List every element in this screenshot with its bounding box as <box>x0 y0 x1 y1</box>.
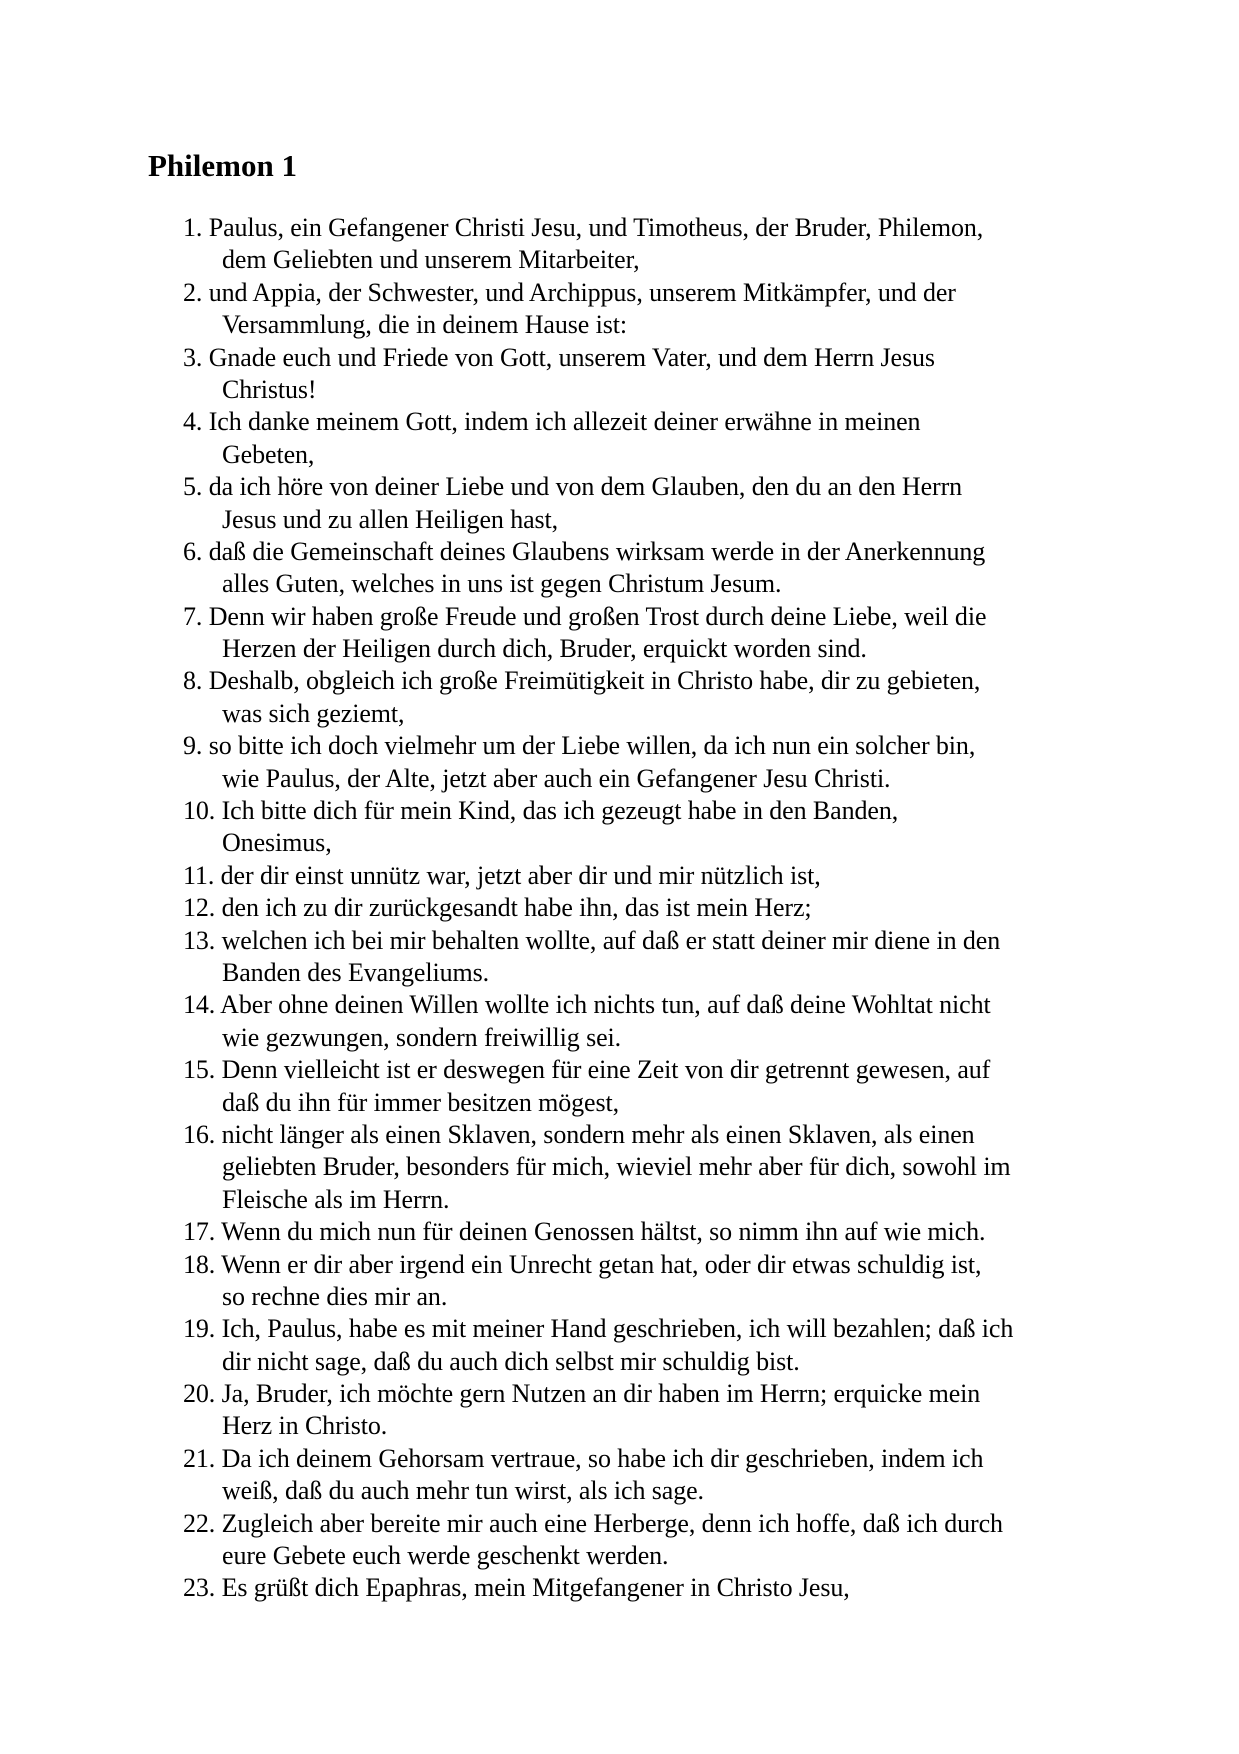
document-title: Philemon 1 <box>148 148 297 183</box>
verse-item <box>183 212 1183 277</box>
verse-continuation-line <box>183 1087 1183 1119</box>
verse-text: Christus! <box>222 374 317 404</box>
verse-text: so bitte ich doch vielmehr um der Liebe willen, da ich nun ein solcher bin, <box>208 731 976 761</box>
verse-continuation-line <box>183 1346 1183 1378</box>
verse-first-line <box>183 1054 1183 1086</box>
verse-text: eure Gebete euch werde geschenkt werden. <box>222 1541 669 1571</box>
verse-number: 19. <box>183 1314 216 1344</box>
verse-text: alles Guten, welches in uns ist gegen Christum Jesum. <box>222 569 782 599</box>
verse-item <box>183 730 1183 795</box>
verse-first-line <box>183 1443 1183 1475</box>
verse-first-line <box>183 860 1183 892</box>
verse-number: 1. <box>183 213 203 242</box>
verse-first-line <box>183 342 1183 374</box>
verse-first-line <box>183 406 1183 438</box>
verse-first-line <box>183 665 1183 697</box>
verse-text: dir nicht sage, daß du auch dich selbst mir schuldig bist. <box>222 1346 800 1376</box>
verse-item <box>183 665 1183 730</box>
verse-number: 7. <box>183 601 203 631</box>
verse-number: 17. <box>183 1217 216 1247</box>
verse-first-line <box>183 601 1183 633</box>
verse-item <box>183 1119 1183 1216</box>
verse-first-line <box>183 1313 1183 1345</box>
verse-item <box>183 342 1183 407</box>
verse-item <box>183 795 1183 860</box>
verse-item <box>183 1313 1183 1378</box>
verse-continuation-line <box>183 1184 1183 1216</box>
verse-text: Versammlung, die in deinem Hause ist: <box>222 310 628 340</box>
verse-continuation-line <box>183 374 1183 406</box>
verse-text: dem Geliebten und unserem Mitarbeiter, <box>222 245 640 275</box>
verse-item <box>183 892 1183 924</box>
verse-item <box>183 1378 1183 1443</box>
verse-text: den ich zu dir zurückgesandt habe ihn, das ist mein Herz; <box>221 893 812 923</box>
verse-text: daß die Gemeinschaft deines Glaubens wirksam werde in der Anerkennung <box>208 536 986 566</box>
verse-text: Wenn er dir aber irgend ein Unrecht getan hat, oder dir etwas schuldig ist, <box>221 1249 982 1279</box>
verse-first-line <box>183 989 1183 1021</box>
verse-first-line <box>183 471 1183 503</box>
verse-text: da ich höre von deiner Liebe und von dem Glauben, den du an den Herrn <box>208 472 963 502</box>
verse-text: Gnade euch und Friede von Gott, unserem Vater, und dem Herrn Jesus <box>208 342 935 372</box>
verse-item <box>183 536 1183 601</box>
verse-text: Herz in Christo. <box>222 1411 388 1441</box>
verse-continuation-line <box>183 439 1183 471</box>
verse-continuation-line <box>183 1410 1183 1442</box>
verse-text: Ich bitte dich für mein Kind, das ich gezeugt habe in den Banden, <box>221 796 899 826</box>
verse-item <box>183 471 1183 536</box>
verse-first-line <box>183 1572 1183 1604</box>
verse-text: daß du ihn für immer besitzen mögest, <box>222 1087 620 1117</box>
verse-text: Aber ohne deinen Willen wollte ich nichts tun, auf daß deine Wohltat nicht <box>220 990 991 1020</box>
verse-continuation-line <box>183 568 1183 600</box>
verse-continuation-line <box>183 1022 1183 1054</box>
verse-number: 12. <box>183 893 216 923</box>
verse-first-line <box>183 1508 1183 1540</box>
verse-number: 16. <box>183 1119 216 1149</box>
verse-number: 3. <box>183 342 203 372</box>
verse-number: 21. <box>183 1443 216 1473</box>
verse-text: wie gezwungen, sondern freiwillig sei. <box>222 1022 622 1052</box>
verse-first-line <box>183 212 1183 244</box>
verse-item <box>183 277 1183 342</box>
verse-text: wie Paulus, der Alte, jetzt aber auch ein Gefangener Jesu Christi. <box>222 763 891 793</box>
verse-text: welchen ich bei mir behalten wollte, auf daß er statt deiner mir diene in den <box>221 925 1001 955</box>
verse-number: 15. <box>183 1055 216 1085</box>
verse-text: geliebten Bruder, besonders für mich, wieviel mehr aber für dich, sowohl im <box>222 1152 1011 1182</box>
verse-text: Paulus, ein Gefangener Christi Jesu, und Timotheus, der Bruder, Philemon, <box>208 213 984 242</box>
verse-number: 14. <box>183 990 216 1020</box>
verse-text: Banden des Evangeliums. <box>222 957 490 987</box>
verse-text: Herzen der Heiligen durch dich, Bruder, erquickt worden sind. <box>222 634 867 664</box>
verse-item <box>183 1054 1183 1119</box>
verse-first-line <box>183 730 1183 762</box>
verse-number: 18. <box>183 1249 216 1279</box>
verse-continuation-line <box>183 957 1183 989</box>
verse-number: 13. <box>183 925 216 955</box>
verse-text: was sich geziemt, <box>222 698 405 728</box>
verse-first-line <box>183 1249 1183 1281</box>
verse-continuation-line <box>183 827 1183 859</box>
verse-item <box>183 1216 1183 1248</box>
verse-number: 9. <box>183 731 203 761</box>
verse-continuation-line <box>183 1281 1183 1313</box>
verse-number: 23. <box>183 1573 216 1603</box>
verse-text: Onesimus, <box>222 828 332 858</box>
verse-number: 8. <box>183 666 203 696</box>
verse-first-line <box>183 1119 1183 1151</box>
verse-number: 6. <box>183 536 203 566</box>
verse-item <box>183 1443 1183 1508</box>
verse-item <box>183 601 1183 666</box>
verse-text: Denn vielleicht ist er deswegen für eine Zeit von dir getrennt gewesen, auf <box>221 1055 991 1085</box>
verse-text: Zugleich aber bereite mir auch eine Herberge, denn ich hoffe, daß ich durch <box>221 1508 1003 1538</box>
verse-continuation-line <box>183 1151 1183 1183</box>
verse-text: Ich danke meinem Gott, indem ich allezeit deiner erwähne in meinen <box>208 407 921 437</box>
verse-text: Gebeten, <box>222 439 315 469</box>
verse-continuation-line <box>183 1475 1183 1507</box>
verse-text: Da ich deinem Gehorsam vertraue, so habe ich dir geschrieben, indem ich <box>221 1443 984 1473</box>
verse-text: Ja, Bruder, ich möchte gern Nutzen an dir haben im Herrn; erquicke mein <box>221 1379 981 1409</box>
verse-continuation-line <box>183 1540 1183 1572</box>
verse-first-line <box>183 277 1183 309</box>
verse-continuation-line <box>183 763 1183 795</box>
verse-text: weiß, daß du auch mehr tun wirst, als ich sage. <box>222 1476 704 1506</box>
verse-text: nicht länger als einen Sklaven, sondern mehr als einen Sklaven, als einen <box>221 1119 975 1149</box>
verse-continuation-line <box>183 309 1183 341</box>
verse-item <box>183 1572 1183 1604</box>
verse-item <box>183 406 1183 471</box>
verse-text: Ich, Paulus, habe es mit meiner Hand geschrieben, ich will bezahlen; daß ich <box>221 1314 1014 1344</box>
verse-first-line <box>183 1216 1183 1248</box>
verse-list <box>183 212 1183 1605</box>
verse-first-line <box>183 795 1183 827</box>
verse-text: so rechne dies mir an. <box>222 1281 448 1311</box>
verse-number: 5. <box>183 472 203 502</box>
verse-continuation-line <box>183 244 1183 276</box>
verse-item <box>183 925 1183 990</box>
verse-first-line <box>183 892 1183 924</box>
verse-number: 10. <box>183 796 216 826</box>
verse-first-line <box>183 536 1183 568</box>
verse-text: Es grüßt dich Epaphras, mein Mitgefangener in Christo Jesu, <box>221 1573 850 1603</box>
verse-number: 4. <box>183 407 203 437</box>
verse-text: Fleische als im Herrn. <box>222 1184 450 1214</box>
verse-text: Deshalb, obgleich ich große Freimütigkeit in Christo habe, dir zu gebieten, <box>208 666 981 696</box>
verse-number: 11. <box>183 860 215 890</box>
verse-continuation-line <box>183 698 1183 730</box>
verse-text: der dir einst unnütz war, jetzt aber dir und mir nützlich ist, <box>220 860 821 890</box>
verse-text: und Appia, der Schwester, und Archippus, unserem Mitkämpfer, und der <box>208 277 956 307</box>
verse-text: Jesus und zu allen Heiligen hast, <box>222 504 559 534</box>
verse-first-line <box>183 925 1183 957</box>
verse-text: Denn wir haben große Freude und großen Trost durch deine Liebe, weil die <box>208 601 987 631</box>
verse-item <box>183 989 1183 1054</box>
verse-continuation-line <box>183 633 1183 665</box>
verse-number: 2. <box>183 277 203 307</box>
verse-item <box>183 860 1183 892</box>
verse-text: Wenn du mich nun für deinen Genossen hältst, so nimm ihn auf wie mich. <box>221 1217 986 1247</box>
verse-first-line <box>183 1378 1183 1410</box>
verse-item <box>183 1508 1183 1573</box>
verse-number: 20. <box>183 1379 216 1409</box>
verse-continuation-line <box>183 504 1183 536</box>
verse-item <box>183 1249 1183 1314</box>
verse-number: 22. <box>183 1508 216 1538</box>
